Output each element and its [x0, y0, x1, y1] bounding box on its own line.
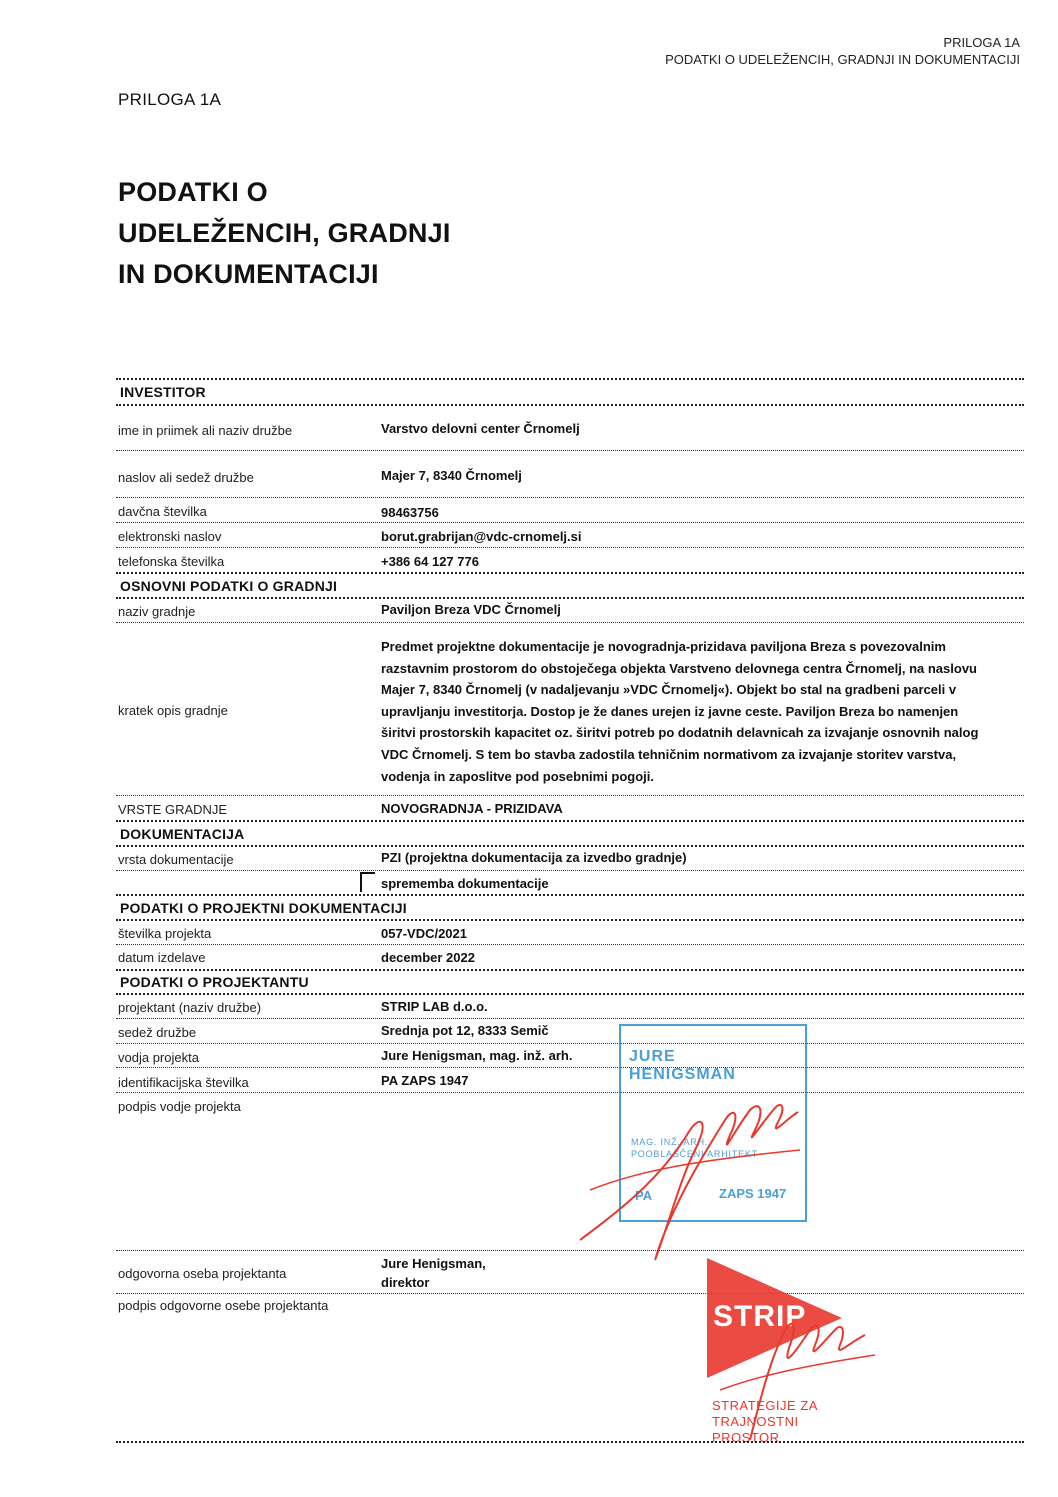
architect-stamp: [619, 1024, 807, 1222]
project-lead-value: Jure Henigsman, mag. inž. arh.: [381, 1048, 573, 1063]
divider: [116, 969, 1024, 971]
divider: [116, 845, 1024, 847]
divider: [116, 1092, 1024, 1093]
divider: [116, 404, 1024, 406]
project-number-label: številka projekta: [118, 926, 212, 941]
id-number-label: identifikacijska številka: [118, 1075, 249, 1090]
divider: [116, 894, 1024, 896]
responsible-person-role: direktor: [381, 1275, 430, 1290]
project-lead-label: vodja projekta: [118, 1050, 199, 1065]
divider: [116, 572, 1024, 574]
section-dokumentacija: DOKUMENTACIJA: [120, 826, 245, 842]
section-gradnja: OSNOVNI PODATKI O GRADNJI: [120, 578, 338, 594]
responsible-person-label: odgovorna oseba projektanta: [118, 1266, 287, 1281]
divider: [116, 1250, 1024, 1251]
divider: [116, 522, 1024, 523]
investor-address-value: Majer 7, 8340 Črnomelj: [381, 468, 522, 483]
investor-name-value: Varstvo delovni center Črnomelj: [381, 421, 580, 436]
strip-logo-word: STRIP: [713, 1300, 807, 1333]
construction-type-value: NOVOGRADNJA - PRIZIDAVA: [381, 801, 563, 816]
responsible-signature-label: podpis odgovorne osebe projektanta: [118, 1298, 329, 1313]
lead-signature-label: podpis vodje projekta: [118, 1099, 241, 1114]
divider: [116, 450, 1024, 451]
section-investitor: INVESTITOR: [120, 384, 206, 400]
investor-tax-label: davčna številka: [118, 504, 207, 519]
investor-address-label: naslov ali sedež družbe: [118, 470, 254, 485]
stamp-title: MAG. INŽ. ARH. POOBLAŠČENI ARHITEKT: [631, 1137, 759, 1159]
page-title: [118, 172, 451, 295]
construction-type-label: VRSTE GRADNJE: [118, 802, 228, 817]
investor-email-label: elektronski naslov: [118, 529, 222, 544]
strip-logo-tagline: STRATEGIJE ZA TRAJNOSTNI PROSTOR: [712, 1398, 818, 1445]
investor-email-value: borut.grabrijan@vdc-crnomelj.si: [381, 529, 582, 544]
divider: [116, 547, 1024, 548]
divider: [116, 597, 1024, 599]
divider: [116, 1043, 1024, 1044]
divider: [116, 1067, 1024, 1068]
documentation-change-label: sprememba dokumentacije: [381, 876, 549, 891]
divider: [116, 795, 1024, 796]
header-right: [665, 34, 1020, 68]
divider: [116, 993, 1024, 995]
project-date-label: datum izdelave: [118, 950, 206, 965]
construction-desc-value: Predmet projektne dokumentacije je novogradnja-prizidava paviljona Breza s povezovalnim razstavnim prostorom do obstoječega objekta Varstveno delovnega centra Črnomelj, na naslovu Majer 7, 8340 Črnomelj (v nadaljevanju »VDC Črnomelj«). Objekt bo stal na gradbeni parceli v upravljanju investitorja. Dostop je že danes urejen iz javne ceste. Paviljon Breza bo namenjen širitvi prostorskih kapacitet oz. širitvi potreb po dodatnih delavnicah za izvajanje osnovnih nalog VDC Črnomelj. S tem bo stavba zadostila tehničnim normativom za izvajanje storitev varstva, vodenja in zaposlitve pod posebnimi pogoji.: [381, 639, 979, 784]
responsible-person-name: Jure Henigsman,: [381, 1256, 486, 1271]
title-line-3: IN DOKUMENTACIJI: [118, 259, 379, 289]
project-date-value: december 2022: [381, 950, 475, 965]
divider: [116, 944, 1024, 945]
section-projekt: PODATKI O PROJEKTNI DOKUMENTACIJI: [120, 900, 407, 916]
title-line-2: UDELEŽENCIH, GRADNJI: [118, 218, 451, 248]
stamp-name: JURE HENIGSMAN: [629, 1048, 736, 1083]
header-priloga: PRILOGA 1A: [943, 35, 1020, 50]
divider: [116, 378, 1024, 380]
title-line-1: PODATKI O: [118, 177, 268, 207]
investor-tax-value: 98463756: [381, 505, 439, 520]
stamp-zaps: ZAPS 1947: [719, 1186, 787, 1201]
documentation-type-label: vrsta dokumentacije: [118, 852, 234, 867]
investor-phone-label: telefonska številka: [118, 554, 225, 569]
stamp-pa: PA: [635, 1188, 653, 1203]
divider: [116, 497, 1024, 498]
id-number-value: PA ZAPS 1947: [381, 1073, 469, 1088]
divider: [116, 919, 1024, 921]
divider: [116, 820, 1024, 822]
construction-desc-label: kratek opis gradnje: [118, 703, 228, 718]
designer-company-value: STRIP LAB d.o.o.: [381, 999, 488, 1014]
documentation-type-value: PZI (projektna dokumentacija za izvedbo gradnje): [381, 850, 687, 865]
construction-name-value: Paviljon Breza VDC Črnomelj: [381, 602, 561, 617]
header-subtitle: PODATKI O UDELEŽENCIH, GRADNJI IN DOKUMENTACIJI: [665, 52, 1020, 67]
designer-seat-value: Srednja pot 12, 8333 Semič: [381, 1023, 549, 1038]
investor-phone-value: +386 64 127 776: [381, 554, 479, 569]
divider: [116, 1441, 1024, 1443]
designer-seat-label: sedež družbe: [118, 1025, 197, 1040]
project-number-value: 057-VDC/2021: [381, 926, 467, 941]
change-checkbox[interactable]: [360, 872, 375, 892]
construction-name-label: naziv gradnje: [118, 604, 196, 619]
investor-name-label: ime in priimek ali naziv družbe: [118, 423, 293, 438]
priloga-label: PRILOGA 1A: [118, 90, 222, 109]
divider: [116, 1018, 1024, 1019]
divider: [116, 1293, 1024, 1294]
divider: [116, 870, 1024, 871]
section-projektant: PODATKI O PROJEKTANTU: [120, 974, 309, 990]
designer-company-label: projektant (naziv družbe): [118, 1000, 262, 1015]
divider: [116, 622, 1024, 623]
